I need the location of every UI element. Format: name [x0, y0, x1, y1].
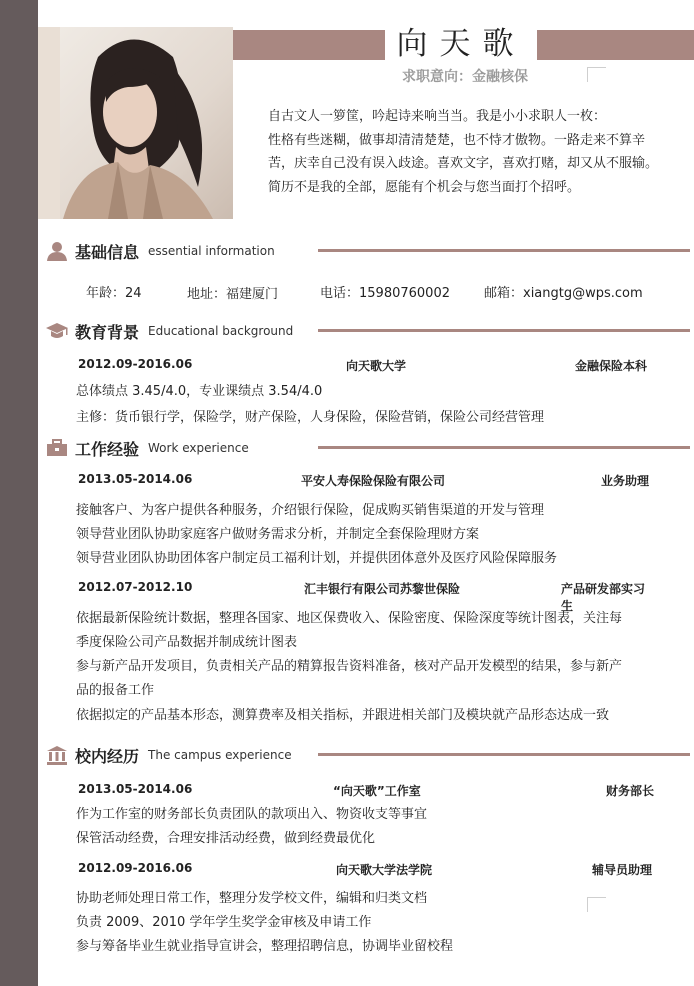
campus-duty: 参与筹备毕业生就业指导宣讲会，整理招聘信息，协调毕业留校程	[76, 939, 454, 954]
section-title: 基础信息	[75, 242, 140, 262]
intro-line: 性格有些迷糊，做事却清清楚楚，也不恃才傲物。一路走来不算辛	[268, 132, 646, 148]
campus-date: 2012.09-2016.06	[78, 861, 193, 875]
job-duty: 依据拟定的产品基本形态，测算费率及相关指标，并跟进相关部门及模块就产品形态达成一致	[76, 708, 610, 723]
building-icon	[45, 745, 69, 765]
education-courses: 主修：货币银行学，保险学，财产保险，人身保险，保险营销，保险公司经营管理	[76, 410, 545, 425]
profile-photo	[38, 27, 233, 219]
campus-date: 2013.05-2014.06	[78, 782, 193, 796]
intro-line: 苦，庆幸自己没有误入歧途。喜欢文字，喜欢打赌，却又从不服输。	[268, 156, 659, 171]
section-subtitle: Work experience	[148, 441, 249, 455]
basic-email: 邮箱：xiangtg@wps.com	[484, 286, 643, 301]
education-gpa: 总体绩点 3.45/4.0，专业课绩点 3.54/4.0	[76, 384, 323, 399]
corner-decoration	[587, 897, 606, 912]
name-accent-bar-left	[233, 30, 385, 60]
job-duty: 接触客户、为客户提供各种服务，介绍银行保险，促成购买销售渠道的开发与管理	[76, 503, 545, 518]
campus-duty: 保管活动经费，合理安排活动经费，做到经费最优化	[76, 831, 376, 846]
job-duty: 依据最新保险统计数据，整理各国家、地区保费收入、保险密度、保险深度等统计图表，关注每	[76, 611, 623, 626]
job-duty: 领导营业团队协助家庭客户做财务需求分析，并制定全套保险理财方案	[76, 527, 480, 542]
campus-duty: 负责 2009、2010 学年学生奖学金审核及申请工作	[76, 915, 372, 930]
job-duty: 品的报备工作	[76, 683, 155, 698]
section-subtitle: essential information	[148, 244, 275, 258]
section-education	[45, 319, 293, 343]
job-duty: 季度保险公司产品数据并制成统计图表	[76, 635, 298, 650]
basic-address: 地址：福建厦门	[187, 287, 279, 302]
campus-org: 向天歌大学法学院	[336, 863, 433, 877]
job-duty: 参与新产品开发项目，负责相关产品的精算报告资料准备，核对产品开发模型的结果，参与新产	[76, 659, 623, 674]
left-sidebar-bar	[0, 0, 38, 986]
education-degree: 金融保险本科	[575, 359, 648, 373]
section-divider	[318, 249, 690, 252]
corner-decoration	[587, 67, 606, 82]
section-divider	[318, 446, 690, 449]
section-subtitle: Educational background	[148, 324, 294, 338]
name-accent-bar-right	[537, 30, 694, 60]
graduation-cap-icon	[45, 321, 69, 341]
job-company: 汇丰银行有限公司苏黎世保险	[304, 582, 461, 596]
section-title: 校内经历	[75, 746, 140, 766]
job-date: 2012.07-2012.10	[78, 580, 193, 594]
education-date: 2012.09-2016.06	[78, 357, 193, 371]
candidate-name: 向天歌	[396, 26, 526, 62]
job-role: 产品研发部实习生	[561, 582, 646, 613]
briefcase-icon	[45, 438, 69, 458]
person-icon	[45, 241, 69, 261]
section-campus	[45, 743, 292, 767]
section-subtitle: The campus experience	[148, 748, 292, 762]
campus-duty: 作为工作室的财务部长负责团队的款项出入、物资收支等事宜	[76, 807, 428, 822]
self-introduction	[268, 105, 678, 199]
job-role: 业务助理	[601, 474, 650, 488]
job-duty: 领导营业团队协助团体客户制定员工福利计划，并提供团体意外及医疗风险保障服务	[76, 551, 558, 566]
basic-phone: 电话：15980760002	[320, 286, 450, 301]
intro-line: 简历不是我的全部，愿能有个机会与您当面打个招呼。	[268, 179, 581, 195]
basic-age: 年龄：24	[86, 286, 142, 301]
section-title: 工作经验	[75, 439, 140, 459]
section-divider	[318, 753, 690, 756]
section-work	[45, 436, 249, 460]
job-objective: 求职意向：金融核保	[402, 69, 528, 85]
section-title: 教育背景	[75, 322, 140, 342]
campus-role: 辅导员助理	[592, 863, 653, 877]
job-company: 平安人寿保险保险有限公司	[301, 474, 446, 488]
campus-duty: 协助老师处理日常工作，整理分发学校文件，编辑和归类文档	[76, 891, 428, 906]
campus-role: 财务部长	[606, 784, 655, 798]
campus-org: “向天歌”工作室	[333, 784, 421, 798]
section-divider	[318, 329, 690, 332]
intro-line: 自古文人一箩筐，吟起诗来响当当。我是小小求职人一枚：	[268, 109, 607, 124]
job-date: 2013.05-2014.06	[78, 472, 193, 486]
section-basic-info	[45, 239, 275, 263]
education-school: 向天歌大学	[346, 359, 407, 373]
